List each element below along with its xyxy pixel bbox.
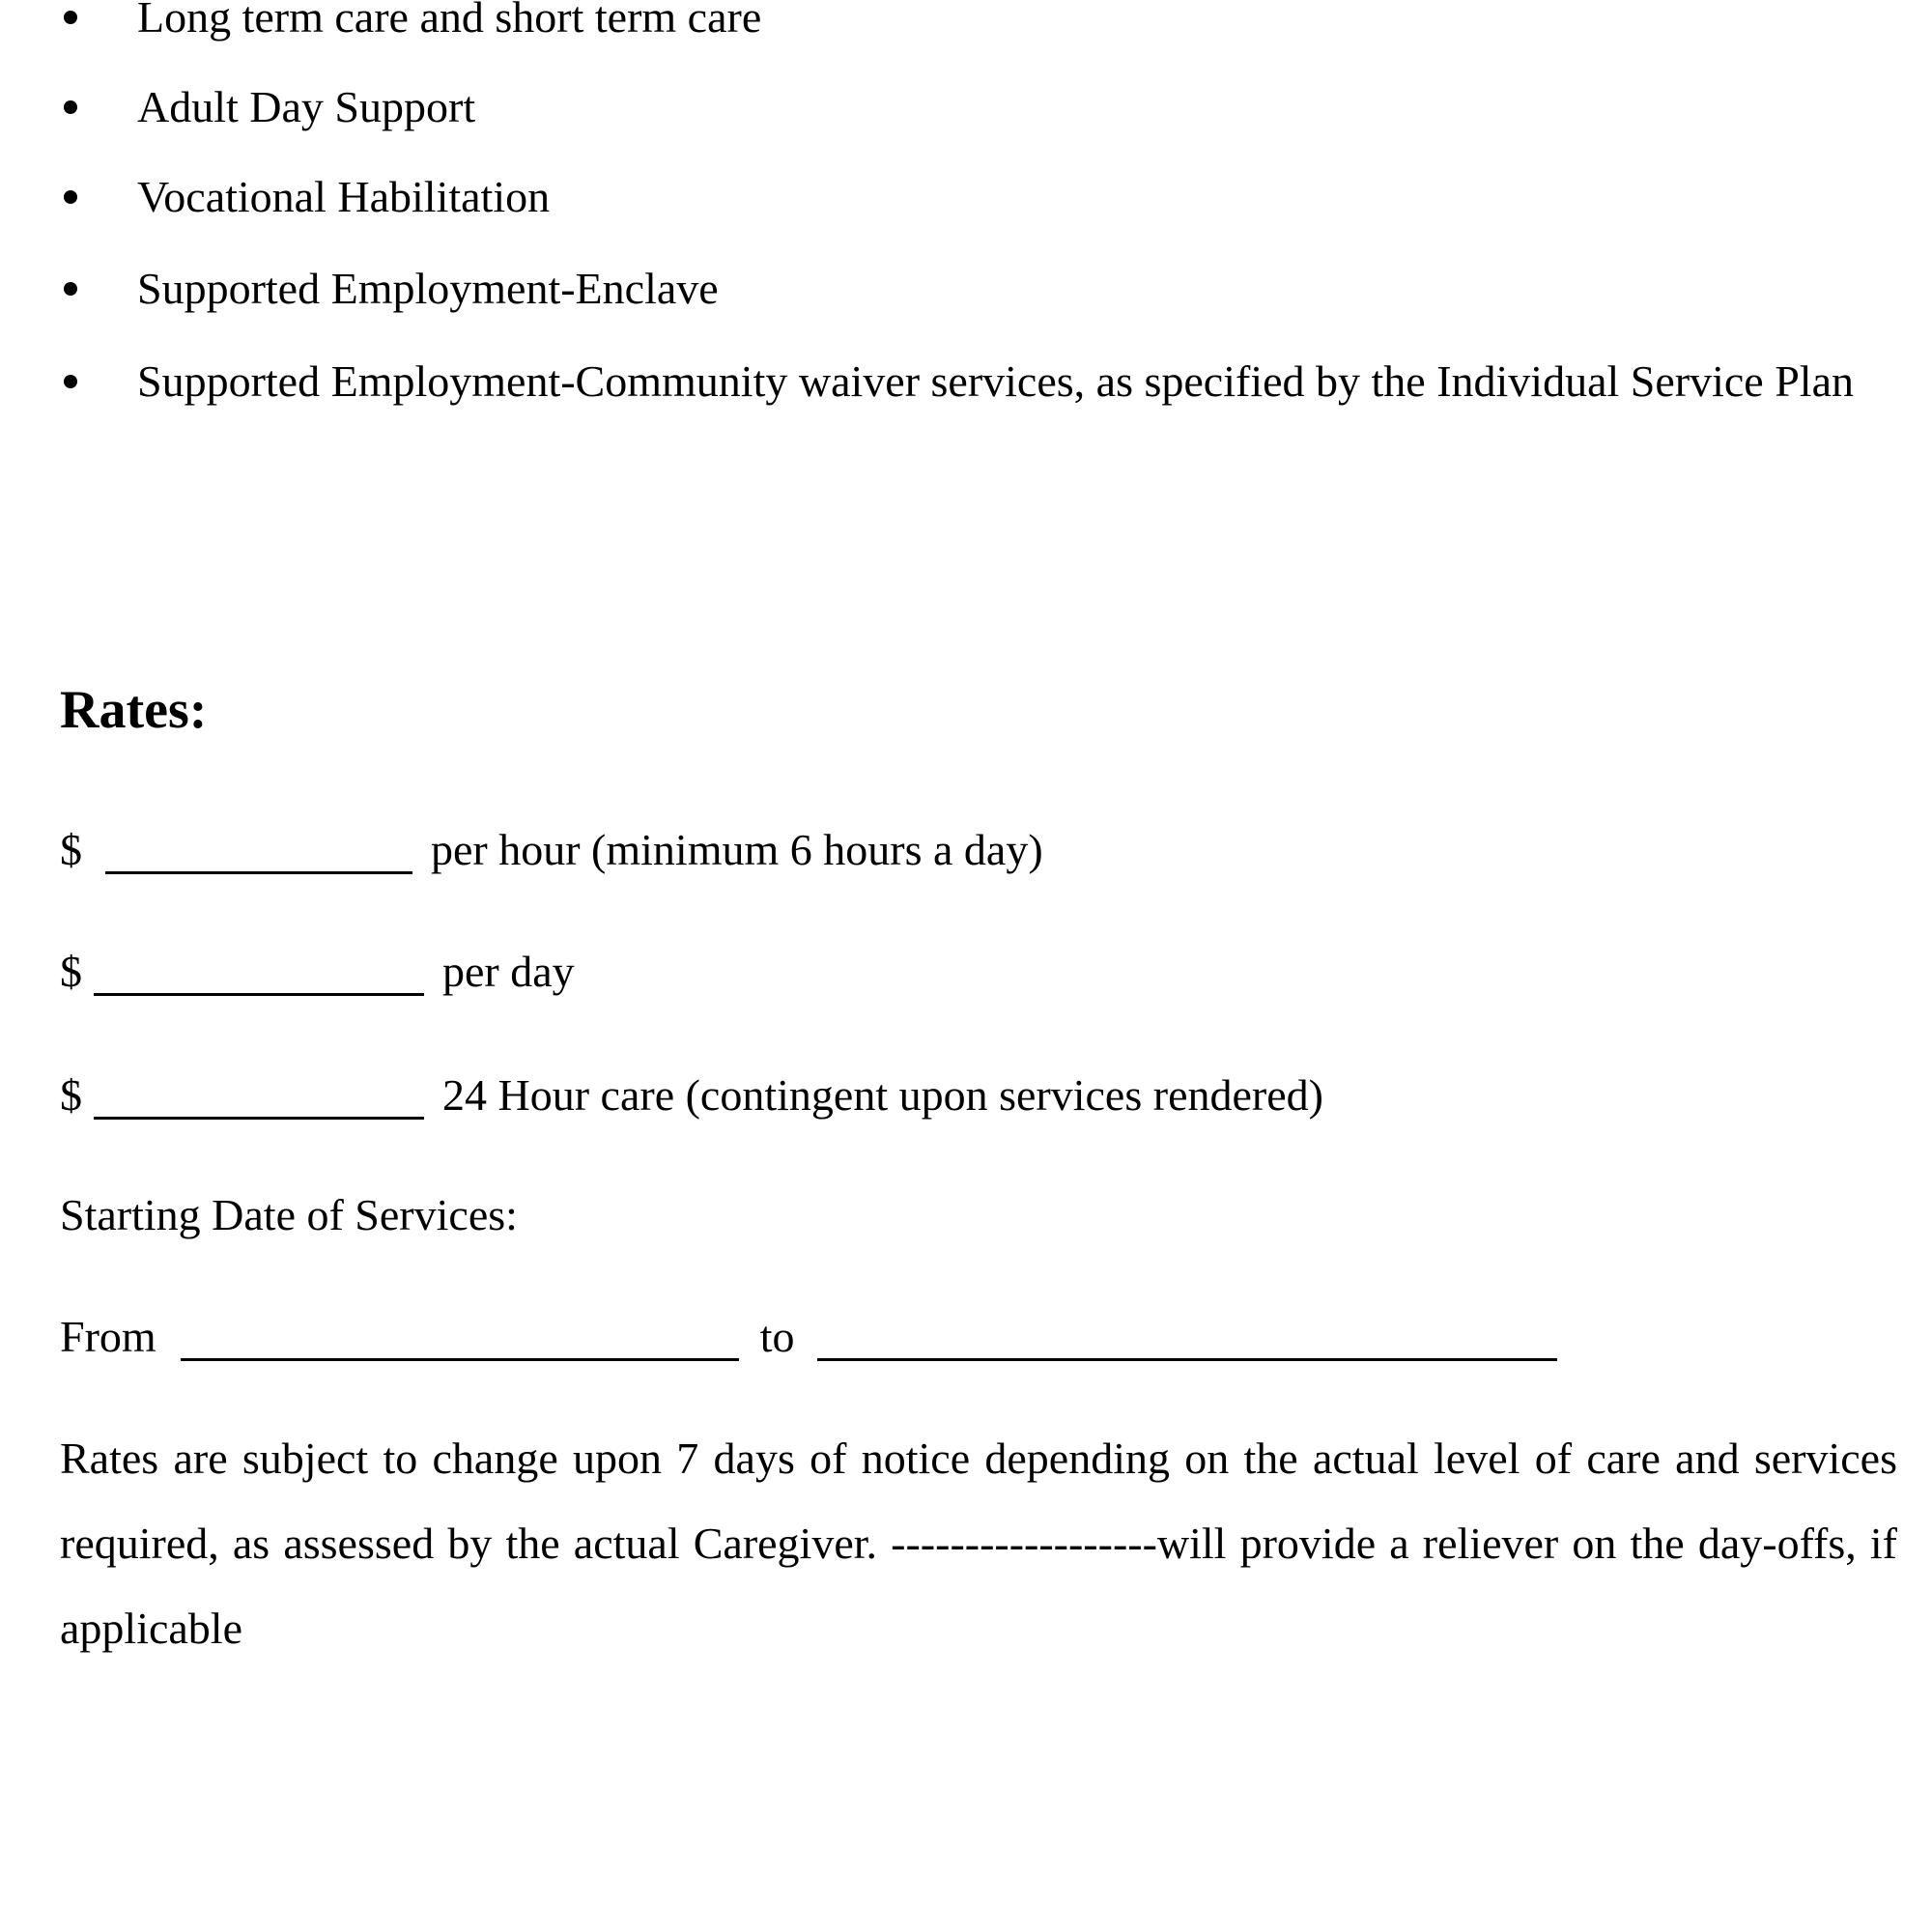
- hourly-rate-label: per hour (minimum 6 hours a day): [431, 825, 1043, 874]
- rates-heading: Rates:: [60, 680, 208, 740]
- bullet-icon: [64, 282, 77, 296]
- currency-symbol: $: [60, 1070, 82, 1120]
- list-item-text: Supported Employment-Community waiver services, as specified by the Individual Service Plan: [137, 356, 1854, 406]
- daily-rate-blank[interactable]: [94, 951, 424, 996]
- to-label: to: [759, 1312, 795, 1361]
- daily-rate-line: [60, 943, 575, 1001]
- daily-rate-label: per day: [442, 947, 575, 996]
- list-item-text: Vocational Habilitation: [137, 172, 551, 221]
- full-day-rate-label: 24 Hour care (contingent upon services rendered): [442, 1070, 1323, 1120]
- bullet-icon: [64, 190, 77, 204]
- start-date-label: Starting Date of Services:: [60, 1190, 518, 1239]
- bullet-icon: [64, 100, 77, 114]
- rates-notice-paragraph: Rates are subject to change upon 7 days of notice depending on the actual level of care and services required, as assessed by the actual Caregiver. ------------------will provide a reliever on the day-offs, if applicable: [60, 1434, 1897, 1653]
- hourly-rate-line: [60, 821, 1043, 879]
- full-day-rate-blank[interactable]: [94, 1074, 424, 1120]
- hourly-rate-blank[interactable]: [105, 829, 412, 874]
- list-item-text: Adult Day Support: [137, 82, 476, 131]
- date-range-line: [60, 1308, 1557, 1366]
- list-item-text: Supported Employment-Enclave: [137, 264, 719, 313]
- full-day-rate-line: [60, 1066, 1323, 1124]
- from-label: From: [60, 1312, 156, 1361]
- bullet-icon: [64, 11, 77, 24]
- currency-symbol: $: [60, 825, 82, 874]
- from-date-blank[interactable]: [181, 1316, 739, 1361]
- bullet-icon: [64, 375, 77, 388]
- list-item-text: Long term care and short term care: [137, 0, 762, 42]
- to-date-blank[interactable]: [817, 1316, 1557, 1361]
- currency-symbol: $: [60, 947, 82, 996]
